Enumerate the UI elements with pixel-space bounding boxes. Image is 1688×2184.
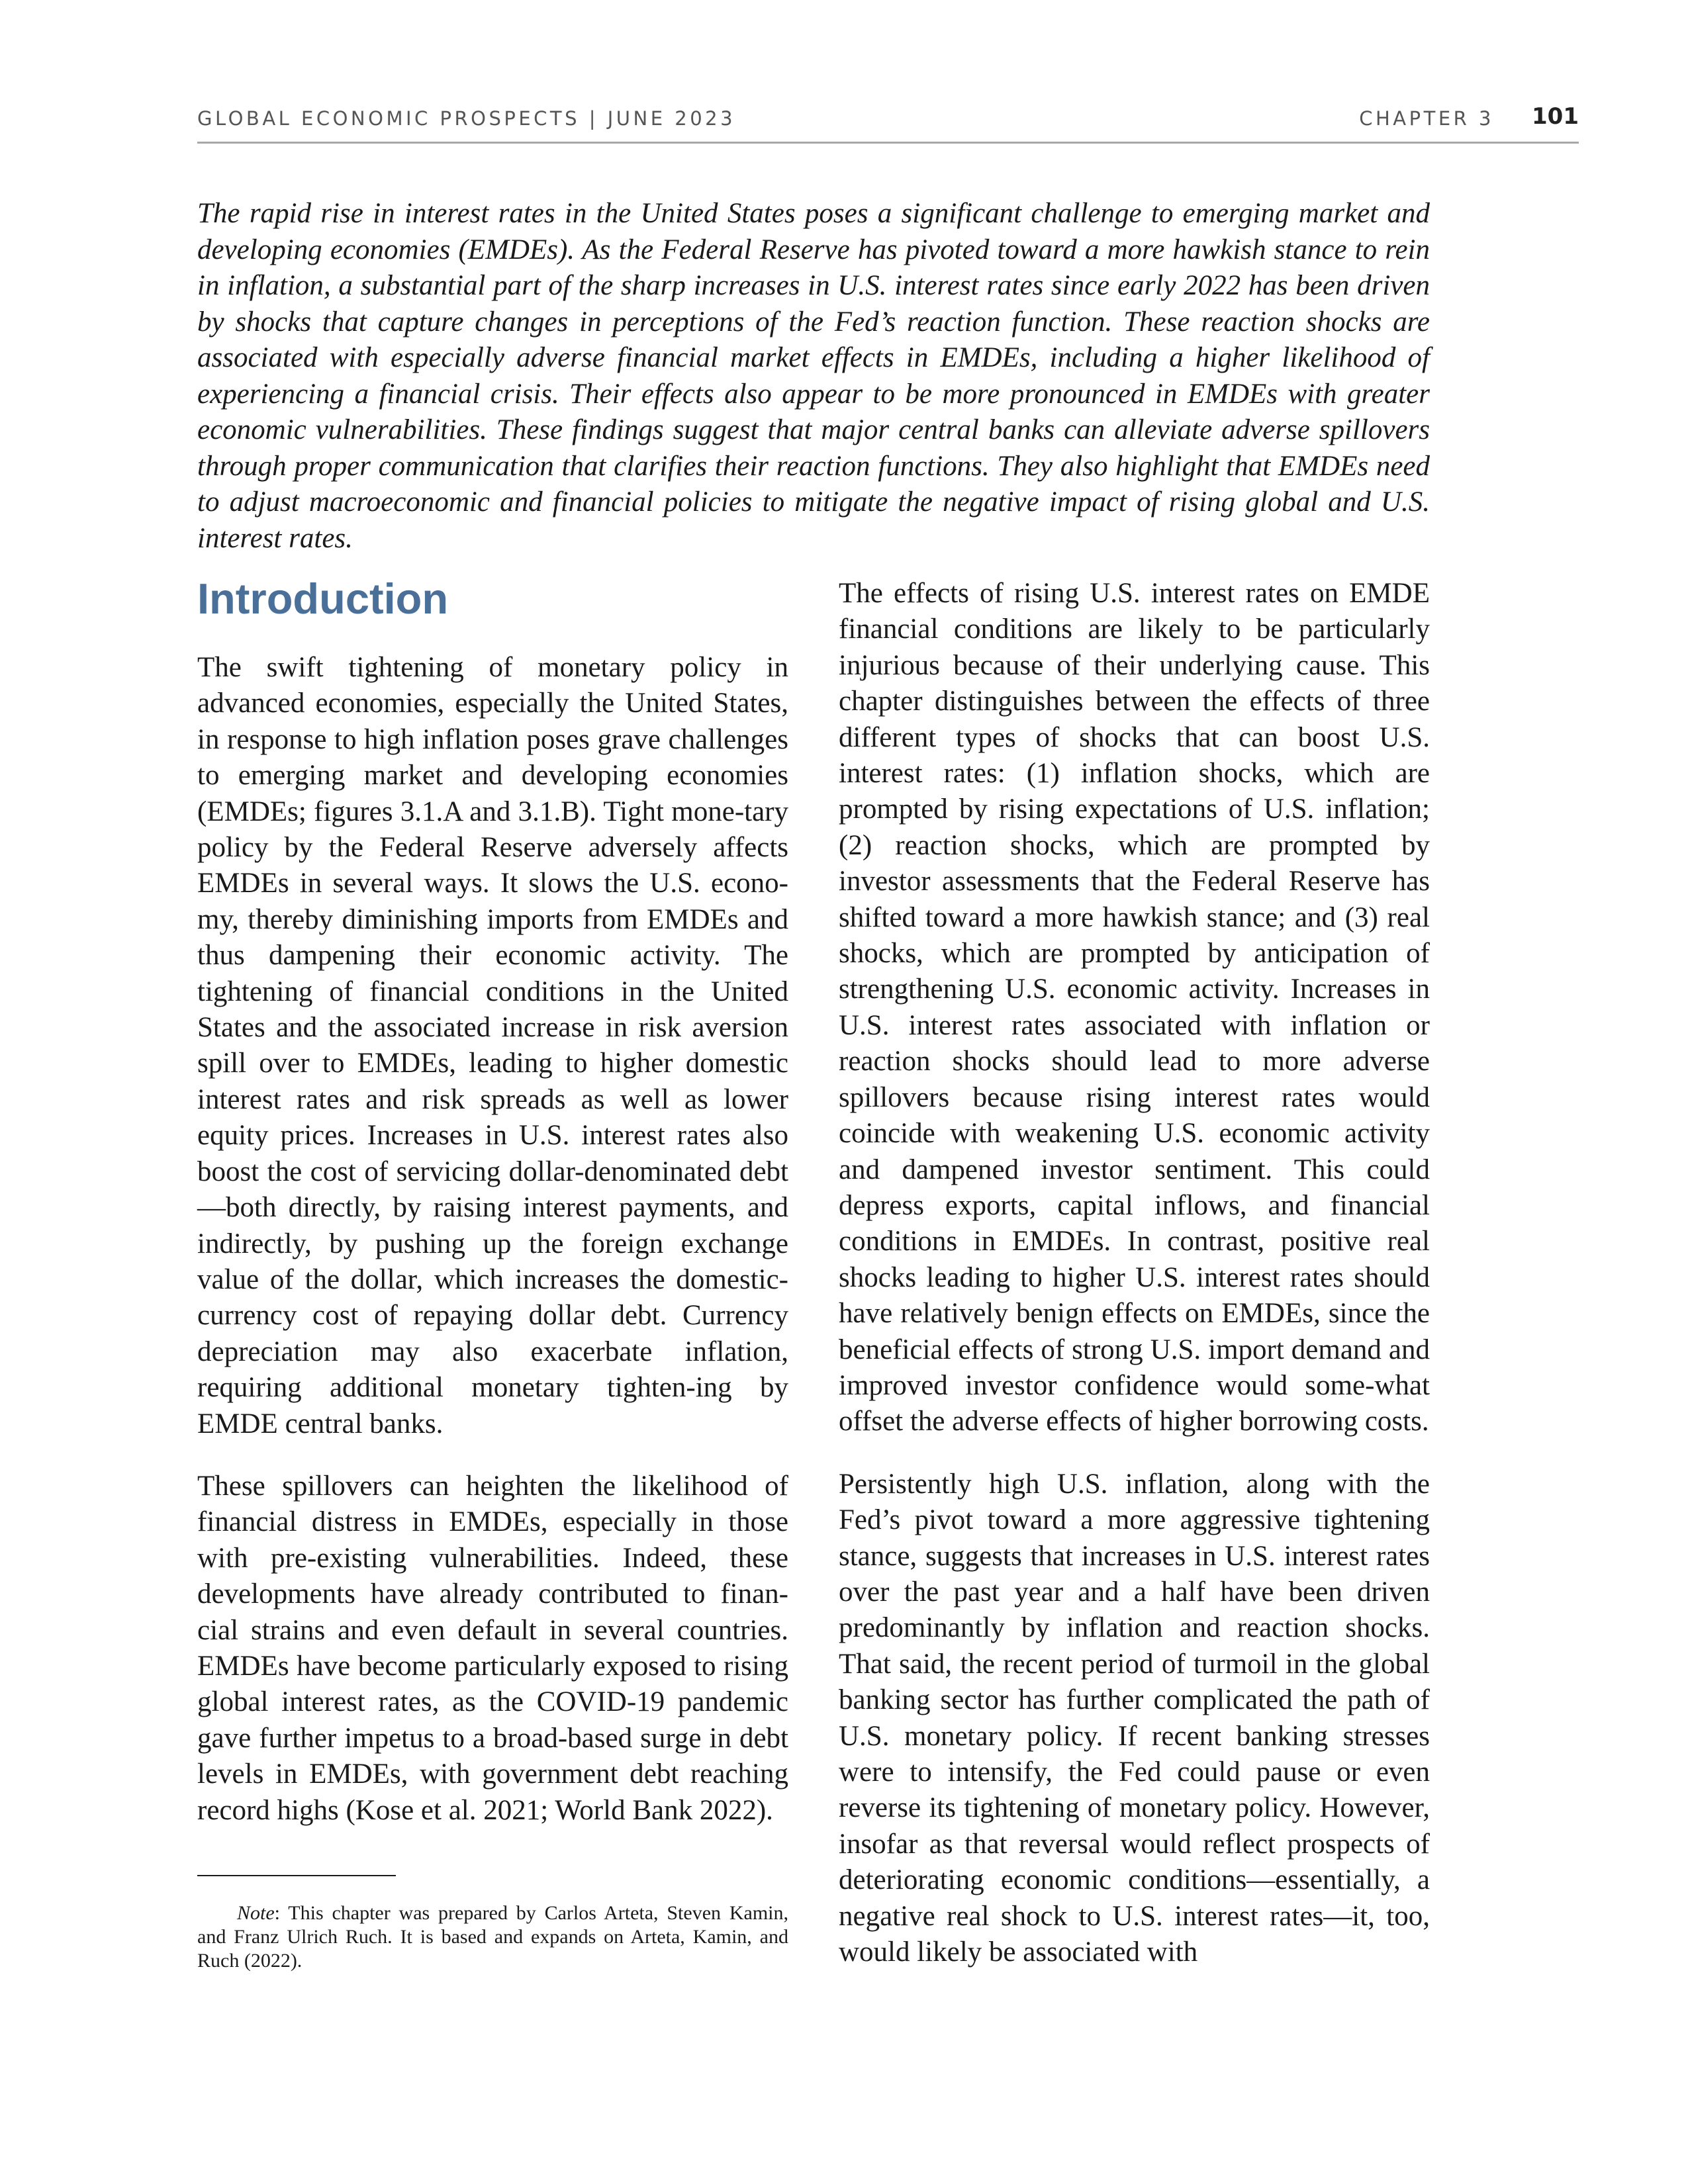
paragraph: These spillovers can heighten the likelihood of financial distress in EMDEs, especially in those with pre-existing vulnerabilities. Indeed, these developments have already contributed to finan-cial strains and even default in several countries. EMDEs have become particularly exposed to rising global interest rates, as the COVID-19 pandemic gave further impetus to a broad-based surge in debt levels in EMDEs, with government debt reaching record highs (Kose et al. 2021; World Bank 2022). bbox=[197, 1470, 788, 1826]
publication-title: GLOBAL ECONOMIC PROSPECTS | JUNE 2023 bbox=[197, 107, 736, 130]
paragraph: The effects of rising U.S. interest rates on EMDE financial conditions are likely to be particularly injurious because of their underlying cause. This chapter distinguishes between the effects of three different types of shocks that can boost U.S. interest rates: (1) inflation shocks, which are prompted by rising expectations of U.S. inflation; (2) reaction shocks, which are prompted by investor assessments that the Federal Reserve has shifted toward a more hawkish stance; and (3) real shocks, which are prompted by anticipation of strengthening U.S. economic activity. Increases in U.S. interest rates associated with inflation or reaction shocks should lead to more adverse spillovers because rising interest rates would coincide with weakening U.S. economic activity and dampened investor sentiment. This could depress exports, capital inflows, and financial conditions in EMDEs. In contrast, positive real shocks leading to higher U.S. interest rates should have relatively benign effects on EMDEs, since the beneficial effects of strong U.S. import demand and improved investor confidence would some-what offset the adverse effects of higher borrowing costs. bbox=[839, 578, 1430, 1437]
chapter-abstract: The rapid rise in interest rates in the United States poses a significant challenge to emerging market and developing economies (EMDEs). As the Federal Reserve has pivoted toward a more hawkish stance to rein in inflation, a substantial part of the sharp increases in U.S. interest rates since early 2022 has been driven by shocks that capture changes in perceptions of the Fed’s reaction function. These reaction shocks are associated with especially adverse financial market effects in EMDEs, including a higher likelihood of experiencing a financial crisis. Their effects also appear to be more pronounced in EMDEs with greater economic vulnerabilities. These findings suggest that major central banks can alleviate adverse spillovers through proper communication that clarifies their reaction functions. They also highlight that EMDEs need to adjust macroeconomic and financial policies to mitigate the negative impact of rising global and U.S. interest rates. bbox=[197, 198, 1430, 554]
paragraph: The swift tightening of monetary policy in advanced economies, especially the United States, in response to high inflation poses grave challenges to emerging market and developing economies (EMDEs; figures 3.1.A and 3.1.B). Tight mone-tary policy by the Federal Reserve adversely affects EMDEs in several ways. It slows the U.S. econo-my, thereby diminishing imports from EMDEs and thus dampening their economic activity. The tightening of financial conditions in the United States and the associated increase in risk aversion spill over to EMDEs, leading to higher domestic interest rates and risk spreads as well as lower equity prices. Increases in U.S. interest rates also boost the cost of servicing dollar-denominated debt—both directly, by raising interest payments, and indirectly, by pushing up the foreign exchange value of the dollar, which increases the domestic-currency cost of repaying dollar debt. Currency depreciation may also exacerbate inflation, requiring additional monetary tighten-ing by EMDE central banks. bbox=[197, 652, 788, 1439]
section-heading: Introduction bbox=[197, 574, 449, 623]
footnote-divider bbox=[197, 1875, 396, 1876]
footnote bbox=[197, 1901, 788, 1973]
paragraph: Persistently high U.S. inflation, along with the Fed’s pivot toward a more aggressive tightening stance, suggests that increases in U.S. interest rates over the past year and a half have been driven predominantly by inflation and reaction shocks. That said, the recent period of turmoil in the global banking sector has further complicated the path of U.S. monetary policy. If recent banking stresses were to intensify, the Fed could pause or even reverse its tightening of monetary policy. However, insofar as that reversal would reflect prospects of deteriorating economic conditions—essentially, a negative real shock to U.S. interest rates—it, too, would likely be associated with bbox=[839, 1468, 1430, 1968]
running-header bbox=[197, 99, 1579, 144]
footnote-label: Note bbox=[237, 1902, 275, 1924]
chapter-label: CHAPTER 3 bbox=[1359, 107, 1494, 130]
footnote-text: : This chapter was prepared by Carlos Arteta, Steven Kamin, and Franz Ulrich Ruch. It is based and expands on Arteta, Kamin, and Ruch (2022). bbox=[197, 1902, 788, 1972]
right-column bbox=[839, 576, 1430, 1997]
left-column bbox=[197, 576, 788, 1973]
page-number: 101 bbox=[1532, 103, 1579, 130]
